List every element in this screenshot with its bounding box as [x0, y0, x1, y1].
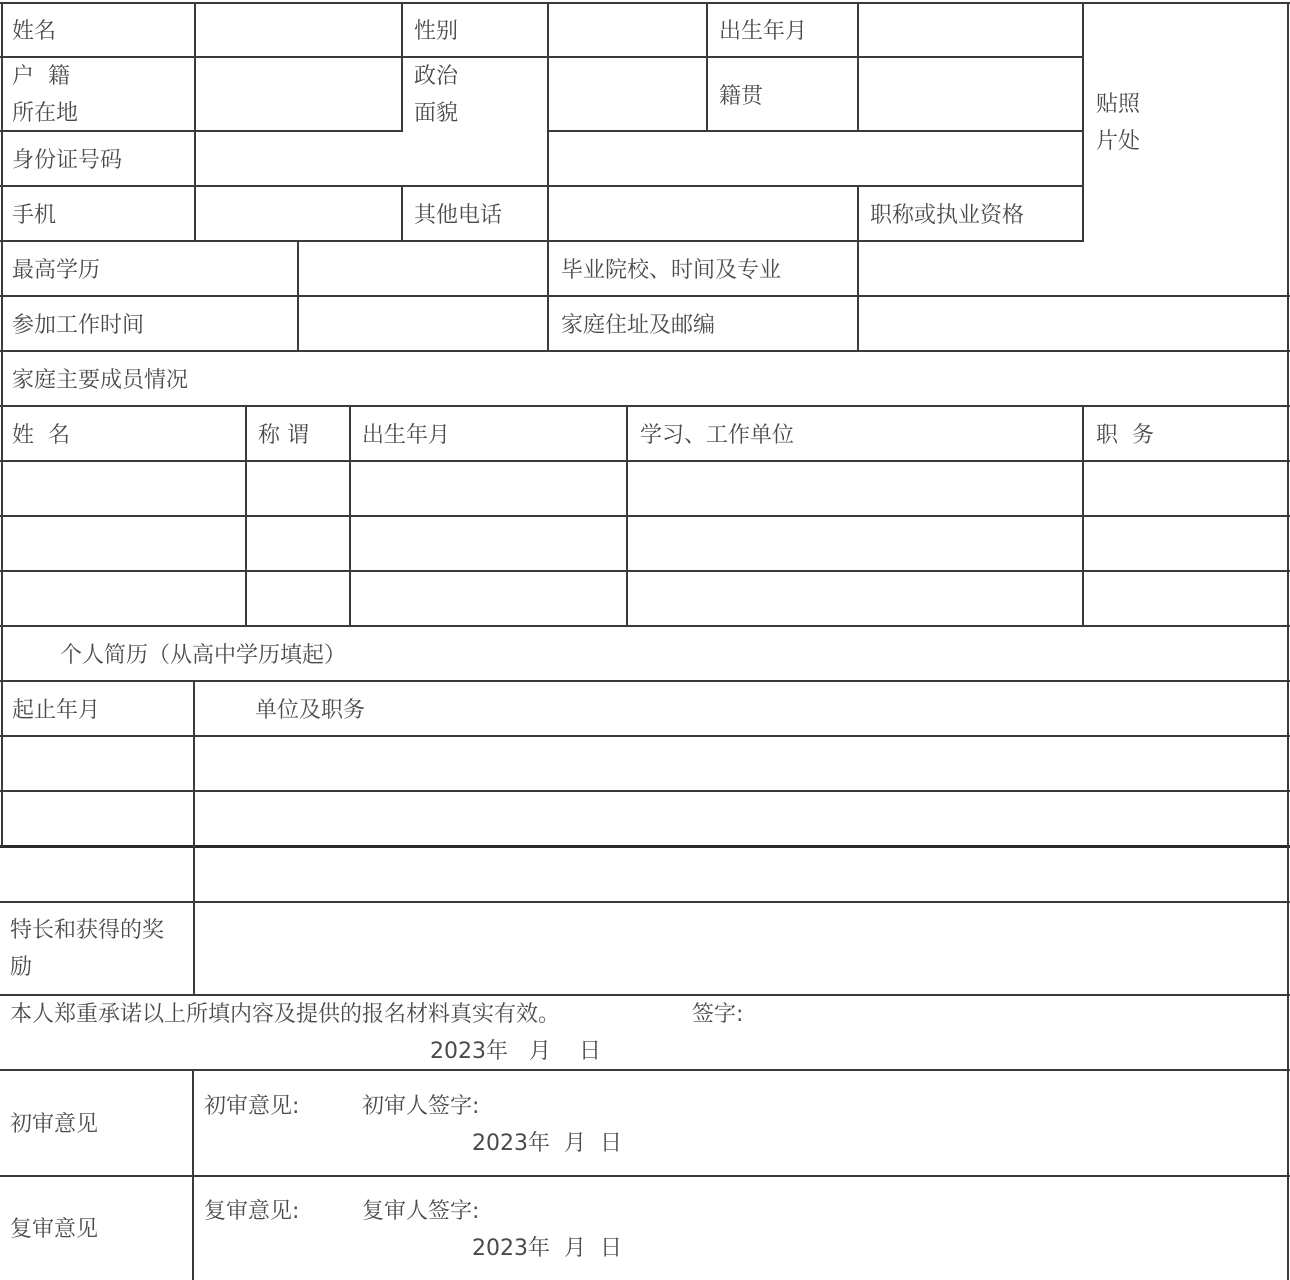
- name-label: 姓名: [12, 19, 57, 44]
- family-row-2-name[interactable]: [3, 517, 245, 570]
- family-row-2-relation[interactable]: [247, 517, 349, 570]
- family-row-3: [0, 572, 1290, 625]
- family-row-3-birth[interactable]: [351, 572, 626, 625]
- gender-field[interactable]: [549, 4, 706, 56]
- line-family-row3-bottom: [0, 625, 1290, 627]
- family-section-title: 家庭主要成员情况: [12, 368, 189, 393]
- resume-col-employer: 单位及职务: [255, 698, 366, 723]
- initial-review-opinion-label: 初审意见:: [204, 1094, 300, 1119]
- second-review-label: 复审意见: [10, 1217, 99, 1242]
- family-row-3-relation[interactable]: [247, 572, 349, 625]
- family-row-3-name[interactable]: [3, 572, 245, 625]
- resume-row-1-employer[interactable]: [195, 737, 1287, 790]
- resume-col-period: 起止年月: [12, 698, 101, 723]
- resume-row-3-period[interactable]: [3, 848, 193, 901]
- line-col-401: [401, 2, 403, 132]
- family-col-name: 姓 名: [12, 423, 70, 448]
- id-field[interactable]: [196, 132, 1082, 185]
- political-label-line1: 政治: [414, 64, 459, 89]
- initial-review-signer-label: 初审人签字:: [362, 1094, 480, 1119]
- family-row-3-employer[interactable]: [628, 572, 1082, 625]
- political-field[interactable]: [549, 58, 706, 130]
- family-row-2-employer[interactable]: [628, 517, 1082, 570]
- birth-field[interactable]: [859, 4, 1082, 56]
- family-row-1-employer[interactable]: [628, 462, 1082, 515]
- family-row-2-position[interactable]: [1084, 517, 1287, 570]
- second-review-opinion-label: 复审意见:: [204, 1199, 300, 1224]
- photo-label-line1: 贴照: [1096, 92, 1141, 117]
- hukou-label-line1: 户 籍: [12, 64, 70, 89]
- resume-row-3-employer[interactable]: [195, 848, 1287, 901]
- line-col-401-row4: [401, 185, 403, 242]
- initial-review-field[interactable]: [194, 1071, 1287, 1175]
- second-review-signer-label: 复审人签字:: [362, 1199, 480, 1224]
- line-left-edge-top: [1, 2, 3, 847]
- family-col-position: 职 务: [1096, 423, 1154, 448]
- resume-row-2-employer[interactable]: [195, 792, 1287, 845]
- gender-label: 性别: [414, 19, 459, 44]
- family-row-1-name[interactable]: [3, 462, 245, 515]
- family-col-relation: 称 谓: [258, 423, 309, 448]
- line-right-edge: [1287, 2, 1289, 1280]
- pledge-sign-label: 签字:: [692, 1002, 744, 1027]
- line-row6-bottom: [0, 350, 1290, 352]
- family-row-1-birth[interactable]: [351, 462, 626, 515]
- second-review-field[interactable]: [194, 1177, 1287, 1280]
- family-col-employer: 学习、工作单位: [640, 423, 795, 448]
- family-row-1-relation[interactable]: [247, 462, 349, 515]
- resume-row-2: [0, 792, 1290, 845]
- school-label: 毕业院校、时间及专业: [561, 258, 782, 283]
- mobile-field[interactable]: [196, 187, 401, 240]
- other-phone-label: 其他电话: [414, 203, 503, 228]
- title-label: 职称或执业资格: [870, 203, 1025, 228]
- id-label: 身份证号码: [12, 148, 123, 173]
- native-place-field[interactable]: [859, 58, 1082, 130]
- education-field[interactable]: [299, 242, 547, 295]
- address-label: 家庭住址及邮编: [561, 313, 716, 338]
- line-col-707: [706, 2, 708, 132]
- photo-label-line2: 片处: [1096, 129, 1141, 154]
- family-row-1-position[interactable]: [1084, 462, 1287, 515]
- school-field[interactable]: [859, 242, 1287, 295]
- initial-review-label: 初审意见: [10, 1112, 99, 1137]
- hukou-label-line2: 所在地: [12, 101, 79, 126]
- second-review-date: 2023年 月 日: [472, 1236, 622, 1261]
- resume-row-1-period[interactable]: [3, 737, 193, 790]
- awards-label-line2: 励: [10, 955, 33, 980]
- birth-label: 出生年月: [719, 19, 808, 44]
- address-field[interactable]: [859, 297, 1287, 350]
- other-phone-field[interactable]: [549, 187, 857, 240]
- pledge-date: 2023年 月 日: [430, 1039, 601, 1064]
- mobile-label: 手机: [12, 203, 57, 228]
- initial-review-date: 2023年 月 日: [472, 1131, 622, 1156]
- line-row3-bottom: [0, 185, 1084, 187]
- family-row-1: [0, 462, 1290, 515]
- hukou-field[interactable]: [196, 58, 401, 130]
- family-row-3-position[interactable]: [1084, 572, 1287, 625]
- education-label: 最高学历: [12, 258, 101, 283]
- resume-row-3: [0, 848, 1290, 901]
- family-row-2-birth[interactable]: [351, 517, 626, 570]
- awards-label-line1: 特长和获得的奖: [10, 918, 165, 943]
- name-field[interactable]: [196, 4, 401, 56]
- family-col-birth: 出生年月: [362, 423, 451, 448]
- political-label-line2: 面貌: [414, 101, 459, 126]
- native-place-label: 籍贯: [719, 84, 764, 109]
- work-start-label: 参加工作时间: [12, 313, 145, 338]
- resume-row-2-period[interactable]: [3, 792, 193, 845]
- line-family-title-bottom: [0, 405, 1290, 407]
- resume-row-1: [0, 737, 1290, 790]
- pledge-text: 本人郑重承诺以上所填内容及提供的报名材料真实有效。: [10, 1002, 561, 1027]
- family-row-2: [0, 517, 1290, 570]
- resume-section-title: 个人简历（从高中学历填起）: [60, 643, 347, 668]
- awards-field[interactable]: [195, 903, 1287, 994]
- work-start-field[interactable]: [299, 297, 547, 350]
